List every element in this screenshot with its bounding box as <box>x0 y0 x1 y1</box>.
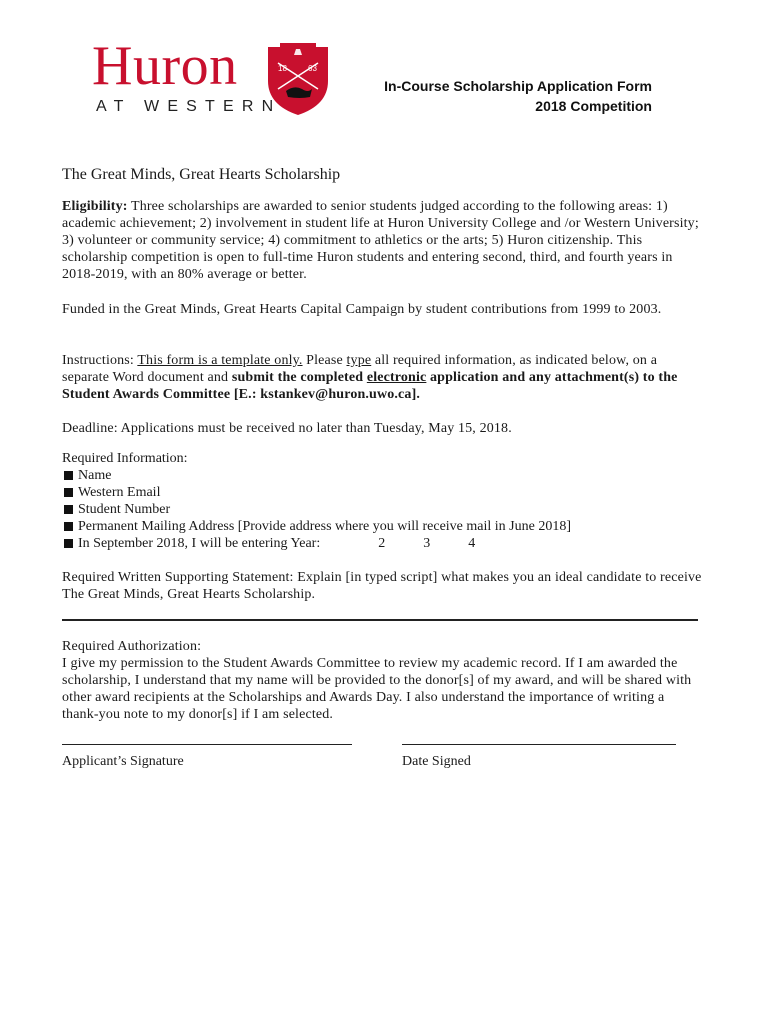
list-item: Student Number <box>62 501 571 518</box>
deadline-text: Deadline: Applications must be received no later than Tuesday, May 15, 2018. <box>62 421 512 436</box>
date-label: Date Signed <box>402 754 471 769</box>
template-only-note: This form is a template only. <box>137 353 303 368</box>
eligibility-label: Eligibility: <box>62 199 128 214</box>
huron-crest-icon <box>266 41 330 117</box>
type-emphasis: type <box>346 353 372 368</box>
huron-logo-wordmark: Huron <box>92 35 238 97</box>
section-divider <box>62 619 698 621</box>
crest-year-right: 63 <box>308 64 317 73</box>
date-line[interactable] <box>402 744 676 745</box>
bullet-icon <box>64 505 73 514</box>
huron-logo-subtitle: AT WESTERN <box>96 98 282 115</box>
instructions-prefix: Instructions: <box>62 353 138 368</box>
form-title <box>384 76 652 116</box>
authorization-text: I give my permission to the Student Awards Committee to review my academic record. If I am awarded the scholarship, I understand that my name will be provided to the donor[s] of my award, and will be shared with other award recipients at the Scholarships and Awards Day. I also understand the importance of writing a thank-you note to my donor[s] if I am selected. <box>62 656 692 722</box>
funded-paragraph: Funded in the Great Minds, Great Hearts Capital Campaign by student contributions from 1999 to 2003. <box>62 302 662 317</box>
authorization-heading: Required Authorization: <box>62 639 202 654</box>
list-item: Permanent Mailing Address [Provide address where you will receive mail in June 2018] <box>62 518 571 535</box>
year-item-label: In September 2018, I will be entering Year: <box>78 536 321 551</box>
bullet-icon <box>64 488 73 497</box>
bullet-icon <box>64 471 73 480</box>
form-title-line2: 2018 Competition <box>535 98 652 114</box>
signature-label: Applicant’s Signature <box>62 754 184 769</box>
eligibility-text: Three scholarships are awarded to senior students judged according to the following areas: 1) academic achievement; 2) involvement in student life at Huron University College and /or Western University; 3) volunteer or community service; 4) commitment to athletics or the arts; 5) Huron citizenship. This scholarship competition is open to full-time Huron students and entering second, third, and fourth years in 2018-2019, with an 80% average or better. <box>62 199 699 282</box>
eligibility-paragraph <box>62 198 702 283</box>
instructions-end: application and any attachment(s) to the Student Awards Committee [E.: kstankev@huron.uwo.ca]. <box>62 370 678 402</box>
bullet-icon <box>64 522 73 531</box>
supporting-statement-text: Required Written Supporting Statement: Explain [in typed script] what makes you an ideal candidate to receive The Great Minds, Great Hearts Scholarship. <box>62 570 702 602</box>
form-title-line1: In-Course Scholarship Application Form <box>384 78 652 94</box>
list-item: Name <box>62 467 571 484</box>
year-option-4[interactable]: 4 <box>468 536 476 551</box>
instructions-submit: submit the completed <box>231 370 367 385</box>
list-item: Western Email <box>62 484 571 501</box>
signature-line[interactable] <box>62 744 352 745</box>
instructions-please: Please <box>302 353 347 368</box>
year-option-3[interactable]: 3 <box>423 536 431 551</box>
electronic-emphasis: electronic <box>366 370 427 385</box>
required-info-heading: Required Information: <box>62 451 188 466</box>
year-option-2[interactable]: 2 <box>378 536 386 551</box>
bullet-icon <box>64 539 73 548</box>
required-info-section <box>62 450 571 552</box>
instructions-paragraph <box>62 352 702 403</box>
scholarship-title: The Great Minds, Great Hearts Scholarship <box>62 166 341 183</box>
list-item-year <box>62 535 571 552</box>
instructions-middle: all required information, as indicated below, on a separate Word document and <box>62 353 658 385</box>
crest-year-left: 18 <box>278 64 287 73</box>
